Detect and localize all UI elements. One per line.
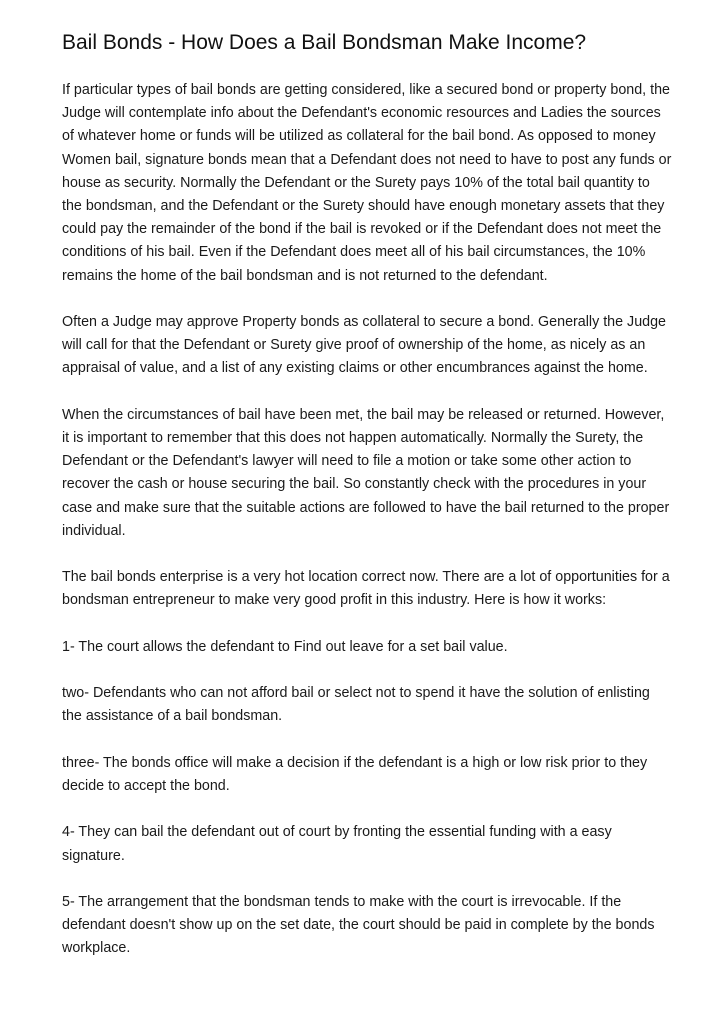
list-item: 1- The court allows the defendant to Find out leave for a set bail value. xyxy=(62,638,508,655)
list-item: 4- They can bail the defendant out of court by fronting the essential funding with a easy signature. xyxy=(62,824,612,864)
list-item: two- Defendants who can not afford bail or select not to spend it have the solution of enlisting the assistance of a bail bondsman. xyxy=(62,685,650,725)
paragraph: The bail bonds enterprise is a very hot location correct now. There are a lot of opportunities for a bondsman entrepreneur to make very good profit in this industry. Here is how it works: xyxy=(62,569,670,609)
document-title: Bail Bonds - How Does a Bail Bondsman Make Income? xyxy=(62,31,587,54)
list-item: 5- The arrangement that the bondsman tends to make with the court is irrevocable. If the defendant doesn't show up on the set date, the court should be paid in complete by the bonds workplace. xyxy=(62,893,655,957)
paragraph: When the circumstances of bail have been met, the bail may be released or returned. However, it is important to remember that this does not happen automatically. Normally the Surety, the Defendant or the Defendant's lawyer will need to file a motion or take some other action to recover the cash or house securing the bail. So constantly check with the procedures in your case and make sure that the suitable actions are followed to have the bail returned to the proper individual. xyxy=(62,406,670,539)
paragraph: Often a Judge may approve Property bonds as collateral to secure a bond. Generally the Judge will call for that the Defendant or Surety give proof of ownership of the home, as nicely as an appraisal of value, and a list of any existing claims or other encumbrances against the home. xyxy=(62,314,667,377)
paragraph: If particular types of bail bonds are getting considered, like a secured bond or property bond, the Judge will contemplate info about the Defendant's economic resources and Ladies the sources of whatever home or funds will be utilized as collateral for the bail bond. As opposed to money Women bail, signature bonds mean that a Defendant does not need to have to post any funds or house as security. Normally the Defendant or the Surety pays 10% of the total bail quantity to the bondsman, and the Defendant or the Surety should have enough monetary assets that they could pay the remainder of the bond if the bail is revoked or if the Defendant does not meet the conditions of his bail. Even if the Defendant does meet all of his bail circumstances, the 10% remains the home of the bail bondsman and is not returned to the defendant. xyxy=(62,82,672,284)
document-page xyxy=(62,30,672,984)
list-item: three- The bonds office will make a decision if the defendant is a high or low risk prior to they decide to accept the bond. xyxy=(62,754,648,794)
